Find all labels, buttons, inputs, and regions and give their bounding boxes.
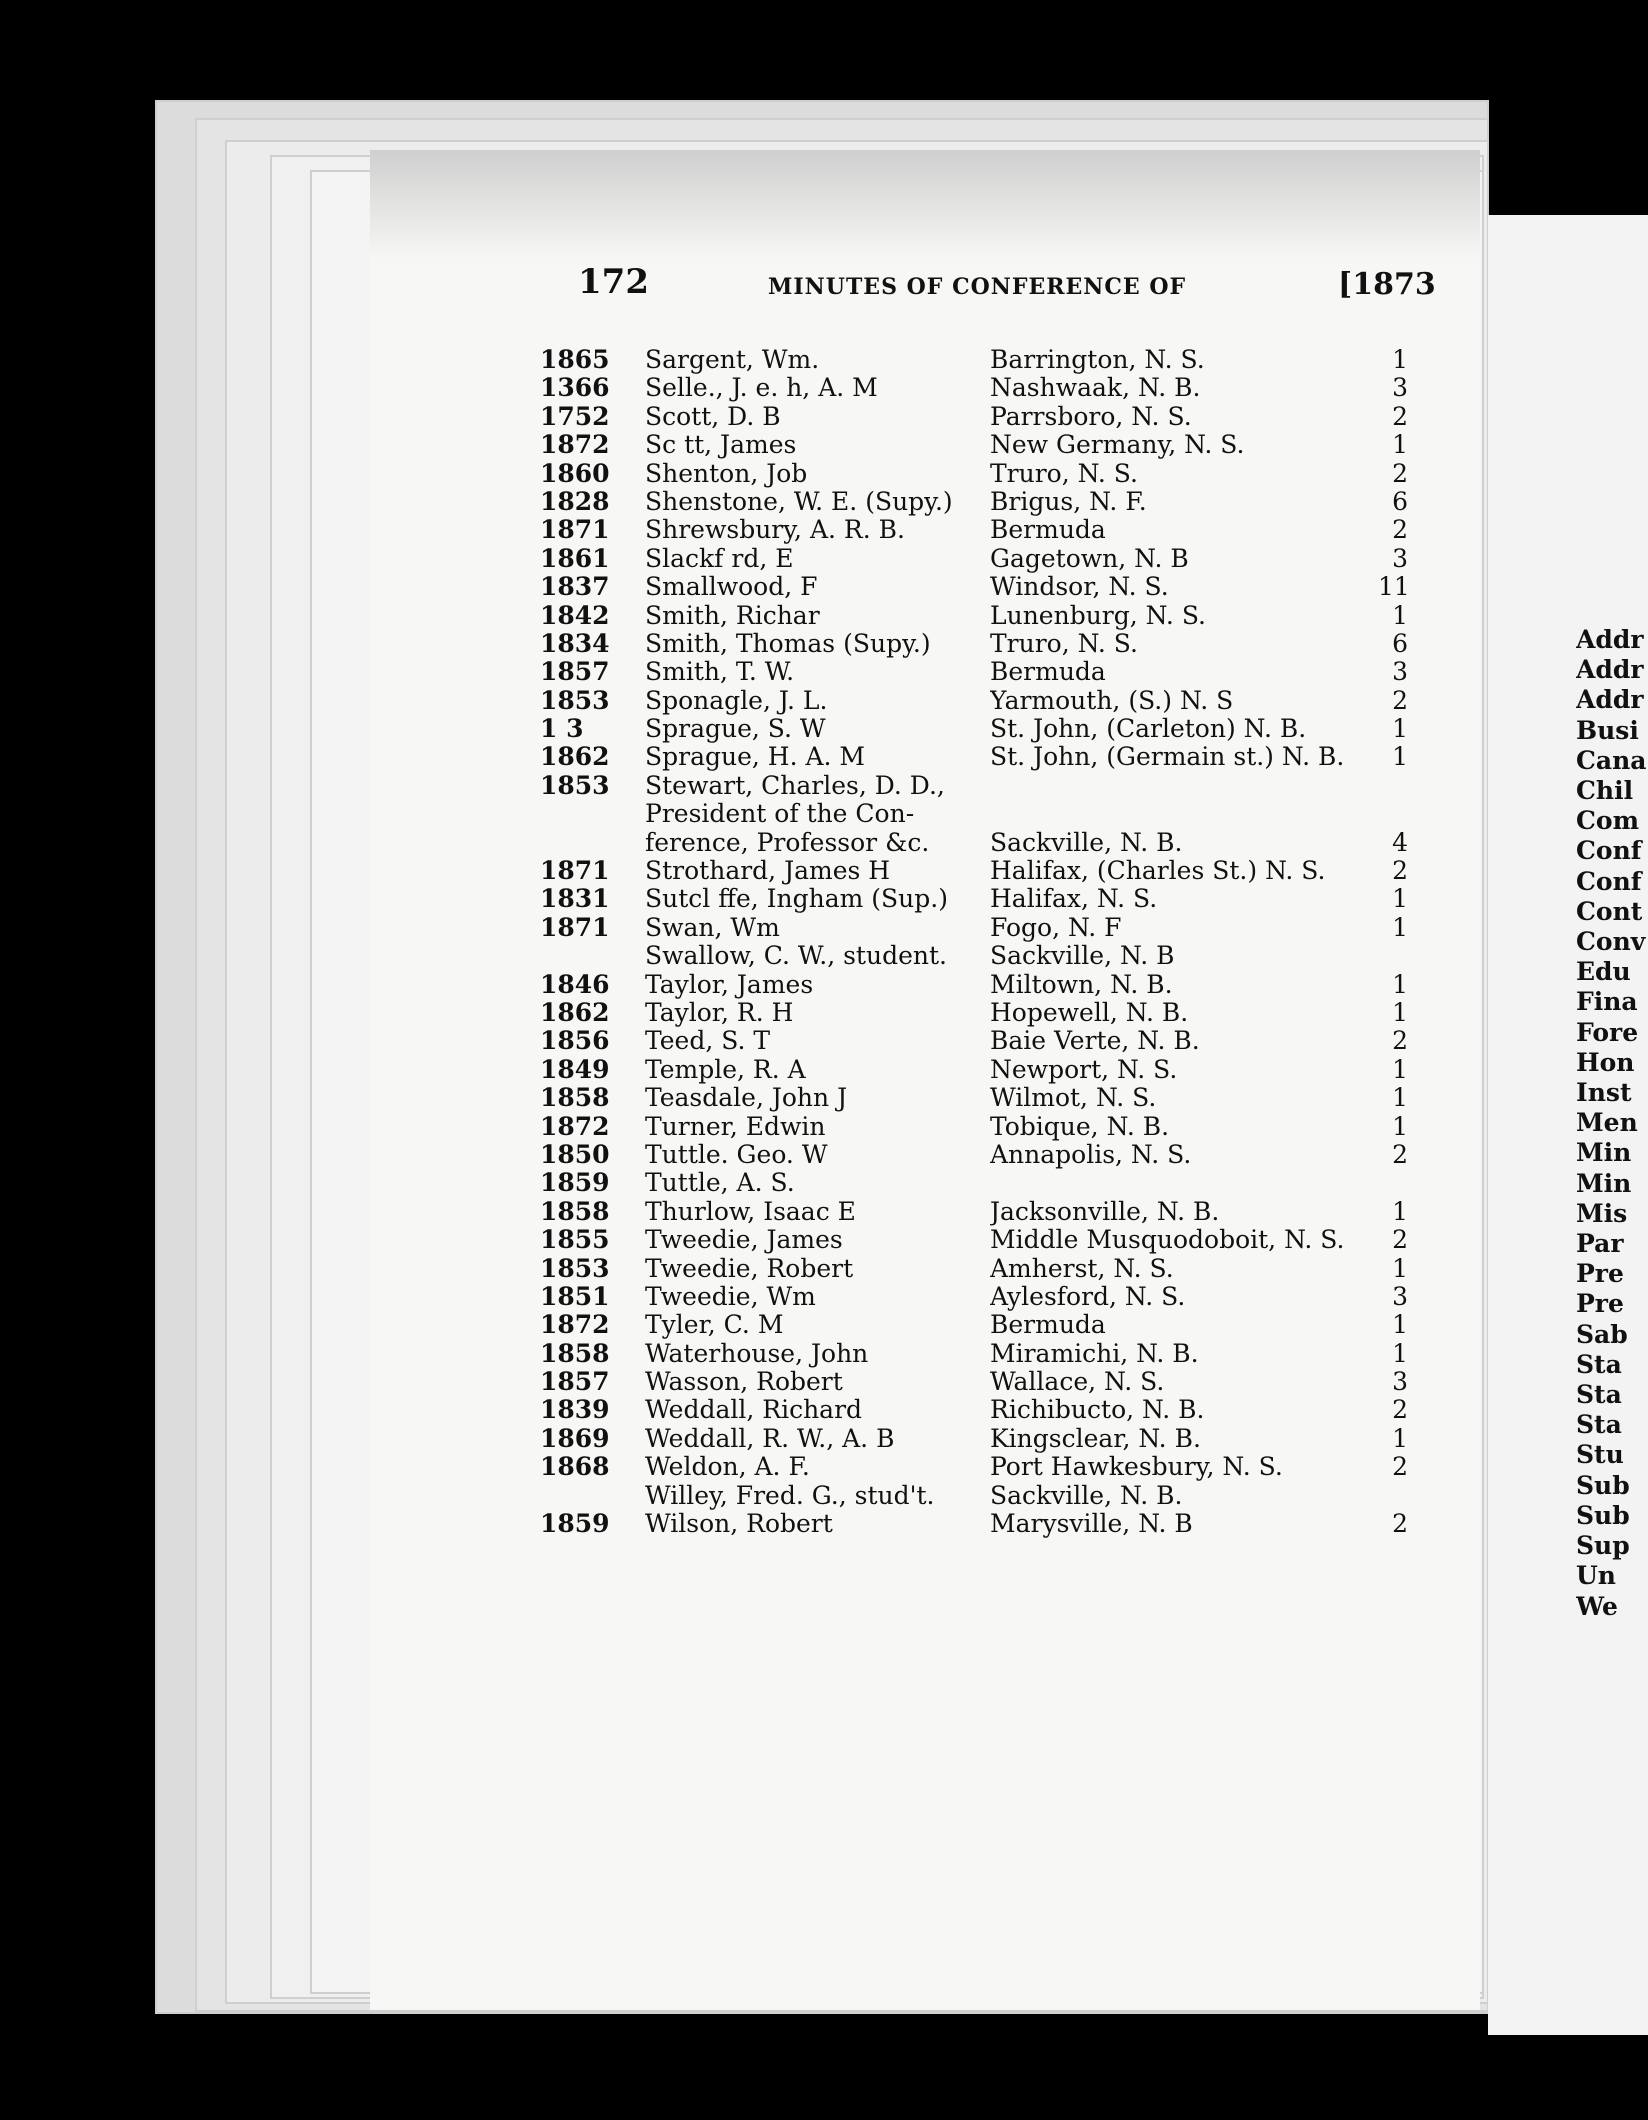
list-item xyxy=(540,686,1420,714)
entry-place: Amherst, N. S. xyxy=(990,1253,1174,1283)
entry-place: Tobique, N. B. xyxy=(990,1111,1170,1141)
list-item xyxy=(540,601,1420,629)
entry-place: Halifax, N. S. xyxy=(990,884,1158,914)
entry-place: St. John, (Germain st.) N. B. xyxy=(990,742,1345,772)
entry-years: 1 xyxy=(1392,884,1408,914)
facing-page-word: Cana xyxy=(1576,745,1647,775)
entry-name: Sargent, Wm. xyxy=(645,345,820,374)
list-item xyxy=(540,1452,1420,1480)
entry-place: Annapolis, N. S. xyxy=(990,1139,1192,1169)
entry-name: Tyler, C. M xyxy=(645,1310,784,1340)
entry-name: Willey, Fred. G., stud't. xyxy=(645,1480,935,1510)
header-year: [1873 xyxy=(1338,267,1436,302)
entry-year: 1858 xyxy=(540,1338,610,1368)
facing-page-word: Addr xyxy=(1576,625,1644,654)
entry-years: 2 xyxy=(1392,1452,1408,1482)
list-item xyxy=(540,1481,1420,1509)
entry-name: Swan, Wm xyxy=(645,912,780,942)
entry-years: 1 xyxy=(1392,430,1408,460)
entry-years: 2 xyxy=(1392,1139,1408,1169)
entry-year: 1850 xyxy=(540,1139,610,1169)
entry-place: Miramichi, N. B. xyxy=(990,1338,1199,1368)
entry-years: 1 xyxy=(1392,1083,1408,1113)
entry-years: 1 xyxy=(1392,1111,1408,1141)
entry-name: Scott, D. B xyxy=(645,401,781,431)
entry-year: 1858 xyxy=(540,1196,610,1226)
entry-year: 1839 xyxy=(540,1395,610,1425)
entry-place: Gagetown, N. B xyxy=(990,543,1189,573)
entry-place: Marysville, N. B xyxy=(990,1509,1193,1539)
entry-place: Sackville, N. B. xyxy=(990,827,1183,857)
list-item xyxy=(540,1168,1420,1196)
entry-year: 1860 xyxy=(540,458,610,488)
entry-place: Sackville, N. B. xyxy=(990,1480,1183,1510)
facing-page-word: We xyxy=(1576,1591,1618,1621)
entry-place: Port Hawkesbury, N. S. xyxy=(990,1452,1283,1482)
entry-name: Smith, Richar xyxy=(645,600,820,630)
entry-name: Taylor, R. H xyxy=(645,997,794,1027)
list-item xyxy=(540,1055,1420,1083)
entry-place: Jacksonville, N. B. xyxy=(990,1196,1220,1226)
facing-page-word: Min xyxy=(1576,1168,1632,1198)
entry-place: Wilmot, N. S. xyxy=(990,1083,1157,1113)
list-item xyxy=(540,544,1420,572)
entry-year: 1865 xyxy=(540,345,610,374)
entry-years: 2 xyxy=(1392,685,1408,715)
facing-page-word: Min xyxy=(1576,1138,1632,1168)
ministers-list xyxy=(540,345,1420,1537)
entry-years: 2 xyxy=(1392,1509,1408,1539)
list-item xyxy=(540,941,1420,969)
entry-place: Middle Musquodoboit, N. S. xyxy=(990,1225,1345,1255)
entry-year: 1846 xyxy=(540,969,610,999)
entry-years: 2 xyxy=(1392,458,1408,488)
list-item xyxy=(540,1112,1420,1140)
entry-years: 2 xyxy=(1392,1395,1408,1425)
entry-name: Turner, Edwin xyxy=(645,1111,826,1141)
entry-year: 1862 xyxy=(540,997,610,1027)
entry-years: 2 xyxy=(1392,1225,1408,1255)
list-item xyxy=(540,572,1420,600)
entry-place: Kingsclear, N. B. xyxy=(990,1423,1201,1453)
entry-name: Tweedie, James xyxy=(645,1225,843,1255)
entry-place: St. John, (Carleton) N. B. xyxy=(990,714,1307,744)
entry-year: 1828 xyxy=(540,486,610,516)
facing-page-word: Sta xyxy=(1576,1380,1622,1410)
torn-page-edge xyxy=(370,150,1480,260)
list-item xyxy=(540,1026,1420,1054)
page-number: 172 xyxy=(578,262,649,302)
facing-page-word: Chil xyxy=(1576,776,1634,806)
facing-page-word: Sub xyxy=(1576,1470,1630,1500)
facing-page-word: Fina xyxy=(1576,987,1638,1017)
entry-place: Yarmouth, (S.) N. S xyxy=(990,685,1234,715)
entry-name: Waterhouse, John xyxy=(645,1338,869,1368)
entry-years: 1 xyxy=(1392,1253,1408,1283)
list-item xyxy=(540,629,1420,657)
entry-place: Hopewell, N. B. xyxy=(990,997,1189,1027)
list-item xyxy=(540,487,1420,515)
facing-page-word: Busi xyxy=(1576,715,1639,745)
entry-name: Wasson, Robert xyxy=(645,1367,843,1397)
list-item xyxy=(540,1339,1420,1367)
facing-page-index xyxy=(1576,625,1648,1622)
entry-years: 1 xyxy=(1392,997,1408,1027)
list-item xyxy=(540,913,1420,941)
entry-name: Tuttle. Geo. W xyxy=(645,1139,828,1169)
entry-year: 1859 xyxy=(540,1168,610,1198)
list-item xyxy=(540,884,1420,912)
entry-place: Richibucto, N. B. xyxy=(990,1395,1205,1425)
facing-page-word: Addr xyxy=(1576,685,1644,715)
entry-place: Truro, N. S. xyxy=(990,628,1138,658)
entry-name: Sprague, S. W xyxy=(645,714,826,744)
facing-page-word: Pre xyxy=(1576,1259,1624,1289)
facing-page-word: Fore xyxy=(1576,1017,1639,1047)
entry-place: Bermuda xyxy=(990,657,1106,687)
facing-page-word: Hon xyxy=(1576,1047,1635,1077)
entry-year: 1856 xyxy=(540,1026,610,1056)
entry-name: Wilson, Robert xyxy=(645,1509,833,1539)
list-item xyxy=(540,1197,1420,1225)
facing-page xyxy=(1488,215,1648,2035)
entry-name: Sutcl ffe, Ingham (Sup.) xyxy=(645,884,948,914)
facing-page-word: Cont xyxy=(1576,896,1643,926)
entry-year: 1366 xyxy=(540,373,610,403)
entry-year: 1869 xyxy=(540,1423,610,1453)
list-item xyxy=(540,828,1420,856)
list-item xyxy=(540,1140,1420,1168)
entry-year: 1872 xyxy=(540,1111,610,1141)
entry-place: Brigus, N. F. xyxy=(990,486,1147,516)
facing-page-word: Conv xyxy=(1576,927,1646,957)
entry-years: 11 xyxy=(1378,572,1410,602)
entry-name: Sc tt, James xyxy=(645,430,797,460)
entry-years: 4 xyxy=(1392,827,1408,857)
list-item xyxy=(540,998,1420,1026)
entry-years: 1 xyxy=(1392,969,1408,999)
list-item xyxy=(540,430,1420,458)
list-item xyxy=(540,515,1420,543)
entry-place: Halifax, (Charles St.) N. S. xyxy=(990,856,1326,886)
entry-place: Baie Verte, N. B. xyxy=(990,1026,1200,1056)
entry-year: 1857 xyxy=(540,1367,610,1397)
entry-place: Barrington, N. S. xyxy=(990,345,1205,374)
list-item xyxy=(540,459,1420,487)
list-item xyxy=(540,1225,1420,1253)
entry-place: Aylesford, N. S. xyxy=(990,1281,1186,1311)
entry-year: 1871 xyxy=(540,856,610,886)
entry-years: 2 xyxy=(1392,401,1408,431)
entry-place: Miltown, N. B. xyxy=(990,969,1173,999)
facing-page-word: Mis xyxy=(1576,1198,1628,1228)
entry-name: Sprague, H. A. M xyxy=(645,742,866,772)
entry-years: 2 xyxy=(1392,515,1408,545)
entry-name: Shenstone, W. E. (Supy.) xyxy=(645,486,953,516)
running-title: MINUTES OF CONFERENCE OF xyxy=(768,274,1187,300)
entry-year: 1861 xyxy=(540,543,610,573)
facing-page-word: Stu xyxy=(1576,1440,1624,1470)
facing-page-word: Sub xyxy=(1576,1500,1630,1530)
facing-page-word: Addr xyxy=(1576,655,1644,685)
entry-name: Taylor, James xyxy=(645,969,814,999)
entry-year: 1853 xyxy=(540,770,610,800)
entry-years: 3 xyxy=(1392,657,1408,687)
facing-page-word: Men xyxy=(1576,1108,1638,1138)
facing-page-word: Conf xyxy=(1576,836,1642,866)
entry-year: 1752 xyxy=(540,401,610,431)
entry-year: 1872 xyxy=(540,1310,610,1340)
list-item xyxy=(540,1509,1420,1537)
entry-years: 1 xyxy=(1392,600,1408,630)
entry-year: 1849 xyxy=(540,1054,610,1084)
entry-place: Fogo, N. F xyxy=(990,912,1122,942)
entry-year: 1837 xyxy=(540,572,610,602)
entry-years: 1 xyxy=(1392,345,1408,374)
list-item xyxy=(540,1310,1420,1338)
entry-name: Smallwood, F xyxy=(645,572,818,602)
entry-name: Teasdale, John J xyxy=(645,1083,848,1113)
entry-name: President of the Con- xyxy=(645,799,915,829)
entry-year: 1831 xyxy=(540,884,610,914)
entry-year: 1859 xyxy=(540,1509,610,1539)
facing-page-word: Conf xyxy=(1576,866,1642,896)
entry-year: 1855 xyxy=(540,1225,610,1255)
entry-name: Weldon, A. F. xyxy=(645,1452,810,1482)
entry-years: 3 xyxy=(1392,543,1408,573)
entry-name: Temple, R. A xyxy=(645,1054,806,1084)
entry-name: Tuttle, A. S. xyxy=(645,1168,795,1198)
entry-name: Selle., J. e. h, A. M xyxy=(645,373,878,403)
entry-name: Strothard, James H xyxy=(645,856,891,886)
entry-name: Weddall, R. W., A. B xyxy=(645,1423,895,1453)
facing-page-word: Edu xyxy=(1576,957,1631,987)
entry-place: New Germany, N. S. xyxy=(990,430,1245,460)
entry-name: Sponagle, J. L. xyxy=(645,685,828,715)
entry-name: Tweedie, Wm xyxy=(645,1281,816,1311)
facing-page-word: Un xyxy=(1576,1561,1616,1591)
entry-year: 1853 xyxy=(540,685,610,715)
entry-name: ference, Professor &c. xyxy=(645,827,930,857)
list-item xyxy=(540,1367,1420,1395)
entry-years: 1 xyxy=(1392,912,1408,942)
list-item xyxy=(540,714,1420,742)
entry-name: Smith, T. W. xyxy=(645,657,795,687)
entry-name: Slackf rd, E xyxy=(645,543,794,573)
entry-name: Stewart, Charles, D. D., xyxy=(645,770,945,800)
facing-page-word: Pre xyxy=(1576,1289,1624,1319)
entry-years: 3 xyxy=(1392,1367,1408,1397)
facing-page-word: Com xyxy=(1576,806,1640,836)
entry-years: 3 xyxy=(1392,373,1408,403)
entry-year: 1853 xyxy=(540,1253,610,1283)
list-item xyxy=(540,1424,1420,1452)
list-item xyxy=(540,1083,1420,1111)
facing-page-word: Sup xyxy=(1576,1531,1630,1561)
entry-name: Thurlow, Isaac E xyxy=(645,1196,856,1226)
entry-year: 1868 xyxy=(540,1452,610,1482)
entry-place: Bermuda xyxy=(990,1310,1106,1340)
list-item xyxy=(540,1254,1420,1282)
entry-name: Shrewsbury, A. R. B. xyxy=(645,515,905,545)
facing-page-word: Sta xyxy=(1576,1410,1622,1440)
entry-years: 1 xyxy=(1392,742,1408,772)
entry-years: 1 xyxy=(1392,1423,1408,1453)
entry-year: 1858 xyxy=(540,1083,610,1113)
entry-year: 1842 xyxy=(540,600,610,630)
entry-year: 1851 xyxy=(540,1281,610,1311)
entry-place: Wallace, N. S. xyxy=(990,1367,1165,1397)
entry-name: Teed, S. T xyxy=(645,1026,771,1056)
entry-year: 1834 xyxy=(540,628,610,658)
list-item xyxy=(540,856,1420,884)
entry-years: 6 xyxy=(1392,486,1408,516)
list-item xyxy=(540,345,1420,373)
facing-page-word: Sta xyxy=(1576,1349,1622,1379)
entry-year: 1857 xyxy=(540,657,610,687)
entry-years: 1 xyxy=(1392,714,1408,744)
list-item xyxy=(540,1395,1420,1423)
entry-years: 1 xyxy=(1392,1310,1408,1340)
entry-years: 2 xyxy=(1392,1026,1408,1056)
entry-year: 1872 xyxy=(540,430,610,460)
list-item xyxy=(540,970,1420,998)
entry-place: Nashwaak, N. B. xyxy=(990,373,1201,403)
entry-years: 6 xyxy=(1392,628,1408,658)
entry-year: 1871 xyxy=(540,912,610,942)
facing-page-word: Sab xyxy=(1576,1319,1628,1349)
entry-years: 1 xyxy=(1392,1196,1408,1226)
list-item xyxy=(540,657,1420,685)
list-item xyxy=(540,742,1420,770)
entry-place: Bermuda xyxy=(990,515,1106,545)
list-item xyxy=(540,799,1420,827)
entry-year: 1871 xyxy=(540,515,610,545)
list-item xyxy=(540,373,1420,401)
entry-years: 2 xyxy=(1392,856,1408,886)
entry-place: Windsor, N. S. xyxy=(990,572,1169,602)
entry-name: Smith, Thomas (Supy.) xyxy=(645,628,931,658)
facing-page-word: Inst xyxy=(1576,1078,1632,1108)
entry-place: Truro, N. S. xyxy=(990,458,1138,488)
entry-name: Shenton, Job xyxy=(645,458,808,488)
list-item xyxy=(540,402,1420,430)
page-header xyxy=(578,262,1438,312)
entry-years: 3 xyxy=(1392,1281,1408,1311)
facing-page-word: Par xyxy=(1576,1229,1624,1259)
entry-years: 1 xyxy=(1392,1338,1408,1368)
list-item xyxy=(540,771,1420,799)
entry-name: Tweedie, Robert xyxy=(645,1253,854,1283)
entry-place: Newport, N. S. xyxy=(990,1054,1178,1084)
list-item xyxy=(540,1282,1420,1310)
entry-place: Lunenburg, N. S. xyxy=(990,600,1207,630)
entry-place: Sackville, N. B xyxy=(990,941,1175,971)
entry-year: 1 3 xyxy=(540,714,584,744)
entry-years: 1 xyxy=(1392,1054,1408,1084)
entry-place: Parrsboro, N. S. xyxy=(990,401,1192,431)
entry-name: Weddall, Richard xyxy=(645,1395,863,1425)
entry-name: Swallow, C. W., student. xyxy=(645,941,947,971)
entry-year: 1862 xyxy=(540,742,610,772)
